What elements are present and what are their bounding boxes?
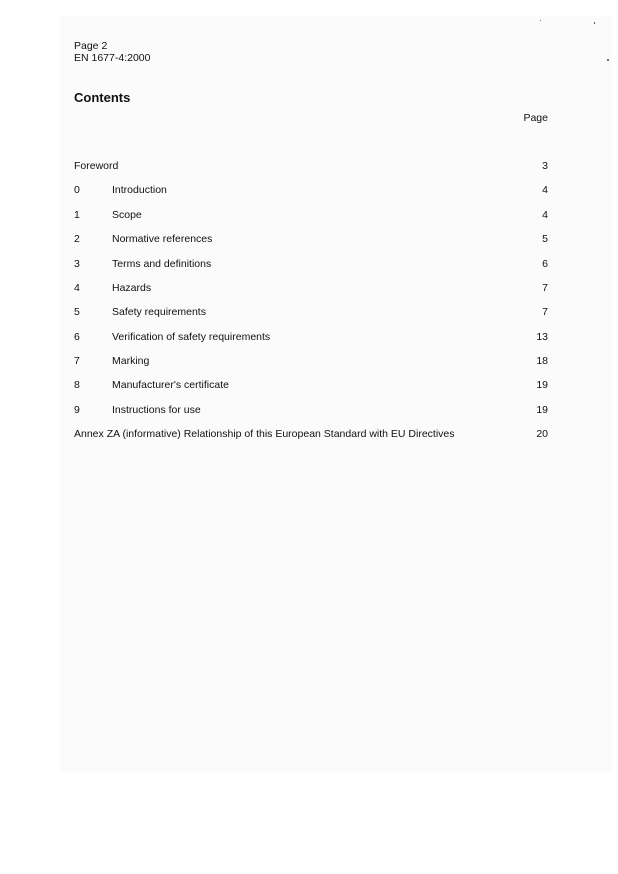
toc-entry-number: 9 bbox=[74, 404, 80, 416]
toc-entry-introduction bbox=[74, 183, 548, 197]
toc-entry-instructions-for-use bbox=[74, 403, 548, 417]
toc-entry-number: 6 bbox=[74, 331, 80, 343]
toc-entry-terms-and-definitions bbox=[74, 257, 548, 271]
toc-entry-page: 7 bbox=[542, 306, 548, 318]
toc-entry-safety-requirements bbox=[74, 305, 548, 319]
toc-entry-number: 3 bbox=[74, 258, 80, 270]
toc-entry-page: 20 bbox=[536, 428, 548, 440]
toc-entry-title: Introduction bbox=[112, 184, 167, 196]
toc-entry-number: 8 bbox=[74, 379, 80, 391]
toc-entry-normative-references bbox=[74, 232, 548, 246]
page-column-header: Page bbox=[523, 112, 548, 124]
page-number-label: Page 2 bbox=[74, 40, 108, 52]
toc-entry-marking bbox=[74, 354, 548, 368]
toc-entry-title: Scope bbox=[112, 209, 142, 221]
toc-entry-page: 13 bbox=[536, 331, 548, 343]
toc-entry-verification bbox=[74, 330, 548, 344]
toc-entry-page: 18 bbox=[536, 355, 548, 367]
toc-entry-number: 4 bbox=[74, 282, 80, 294]
toc-entry-scope bbox=[74, 208, 548, 222]
toc-entry-title: Verification of safety requirements bbox=[112, 331, 271, 343]
toc-entry-page: 6 bbox=[542, 258, 548, 270]
toc-entry-title: Normative references bbox=[112, 233, 213, 245]
document-id: EN 1677-4:2000 bbox=[74, 52, 151, 64]
toc-entry-title: Safety requirements bbox=[112, 306, 206, 318]
toc-entry-page: 19 bbox=[536, 379, 548, 391]
toc-entry-number: 0 bbox=[74, 184, 80, 196]
scan-speck bbox=[540, 20, 541, 21]
toc-entry-title: Annex ZA (informative) Relationship of this European Standard with EU Directives bbox=[74, 428, 455, 440]
toc-entry-number: 1 bbox=[74, 209, 80, 221]
toc-entry-page: 19 bbox=[536, 404, 548, 416]
toc-entry-hazards bbox=[74, 281, 548, 295]
toc-entry-title: Hazards bbox=[112, 282, 152, 294]
toc-entry-title: Manufacturer's certificate bbox=[112, 379, 229, 391]
toc-entry-page: 7 bbox=[542, 282, 548, 294]
toc-entry-page: 4 bbox=[542, 209, 548, 221]
toc-entry-title: Instructions for use bbox=[112, 404, 201, 416]
contents-title: Contents bbox=[74, 90, 131, 105]
toc-entry-page: 4 bbox=[542, 184, 548, 196]
scan-speck bbox=[594, 22, 595, 24]
scan-speck bbox=[607, 59, 609, 61]
toc-entry-page: 3 bbox=[542, 160, 548, 172]
toc-entry-number: 5 bbox=[74, 306, 80, 318]
document-page bbox=[60, 16, 612, 772]
toc-entry-title: Foreword bbox=[74, 160, 119, 172]
toc-entry-title: Marking bbox=[112, 355, 150, 367]
toc-entry-number: 7 bbox=[74, 355, 80, 367]
toc-entry-manufacturers-certificate bbox=[74, 378, 548, 392]
toc-entry-foreword bbox=[74, 159, 548, 173]
page-header bbox=[74, 40, 150, 64]
toc-entry-annex-za bbox=[74, 427, 548, 441]
toc-entry-number: 2 bbox=[74, 233, 80, 245]
toc-entry-page: 5 bbox=[542, 233, 548, 245]
toc-entry-title: Terms and definitions bbox=[112, 258, 212, 270]
